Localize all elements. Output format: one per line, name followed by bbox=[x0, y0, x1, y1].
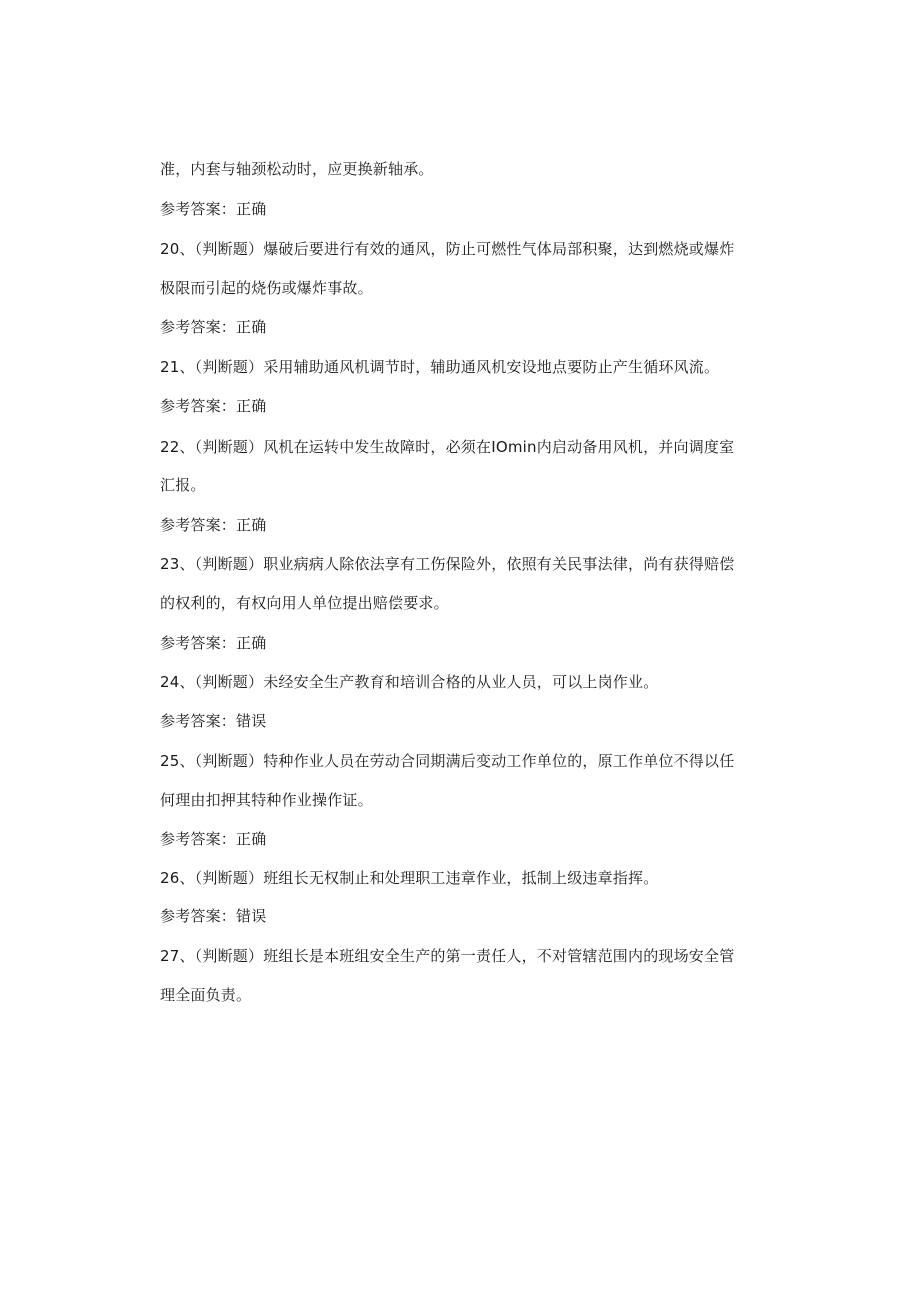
question-text-line: 极限而引起的烧伤或爆炸事故。 bbox=[160, 279, 373, 297]
question-text-line: 20、（判断题）爆破后要进行有效的通风，防止可燃性气体局部积聚，达到燃烧或爆炸 bbox=[160, 240, 735, 258]
question-text-line: 23、（判断题）职业病病人除依法享有工伤保险外，依照有关民事法律，尚有获得赔偿 bbox=[160, 555, 735, 573]
question-text-line: 理全面负责。 bbox=[160, 986, 252, 1004]
question-text-line: 26、（判断题）班组长无权制止和处理职工违章作业，抵制上级违章指挥。 bbox=[160, 869, 659, 887]
answer-line: 参考答案：错误 bbox=[160, 712, 267, 730]
question-text-line: 21、（判断题）采用辅助通风机调节时，辅助通风机安设地点要防止产生循环风流。 bbox=[160, 358, 720, 376]
question-text-line: 何理由扣押其特种作业操作证。 bbox=[160, 791, 373, 809]
question-text-line: 准，内套与轴颈松动时，应更换新轴承。 bbox=[160, 160, 434, 178]
answer-line: 参考答案：错误 bbox=[160, 907, 267, 925]
answer-line: 参考答案：正确 bbox=[160, 318, 267, 336]
answer-line: 参考答案：正确 bbox=[160, 397, 267, 415]
question-text-line: 24、（判断题）未经安全生产教育和培训合格的从业人员，可以上岗作业。 bbox=[160, 673, 659, 691]
question-text-line: 的权利的，有权向用人单位提出赔偿要求。 bbox=[160, 594, 449, 612]
question-text-line: 25、（判断题）特种作业人员在劳动合同期满后变动工作单位的，原工作单位不得以任 bbox=[160, 752, 735, 770]
question-text-line: 汇报。 bbox=[160, 476, 206, 494]
question-text-line: 22、（判断题）风机在运转中发生故障时，必须在IOmin内启动备用风机，并向调度室 bbox=[160, 438, 735, 456]
answer-line: 参考答案：正确 bbox=[160, 516, 267, 534]
question-text-line: 27、（判断题）班组长是本班组安全生产的第一责任人，不对管辖范围内的现场安全管 bbox=[160, 947, 735, 965]
answer-line: 参考答案：正确 bbox=[160, 200, 267, 218]
answer-line: 参考答案：正确 bbox=[160, 634, 267, 652]
answer-line: 参考答案：正确 bbox=[160, 830, 267, 848]
